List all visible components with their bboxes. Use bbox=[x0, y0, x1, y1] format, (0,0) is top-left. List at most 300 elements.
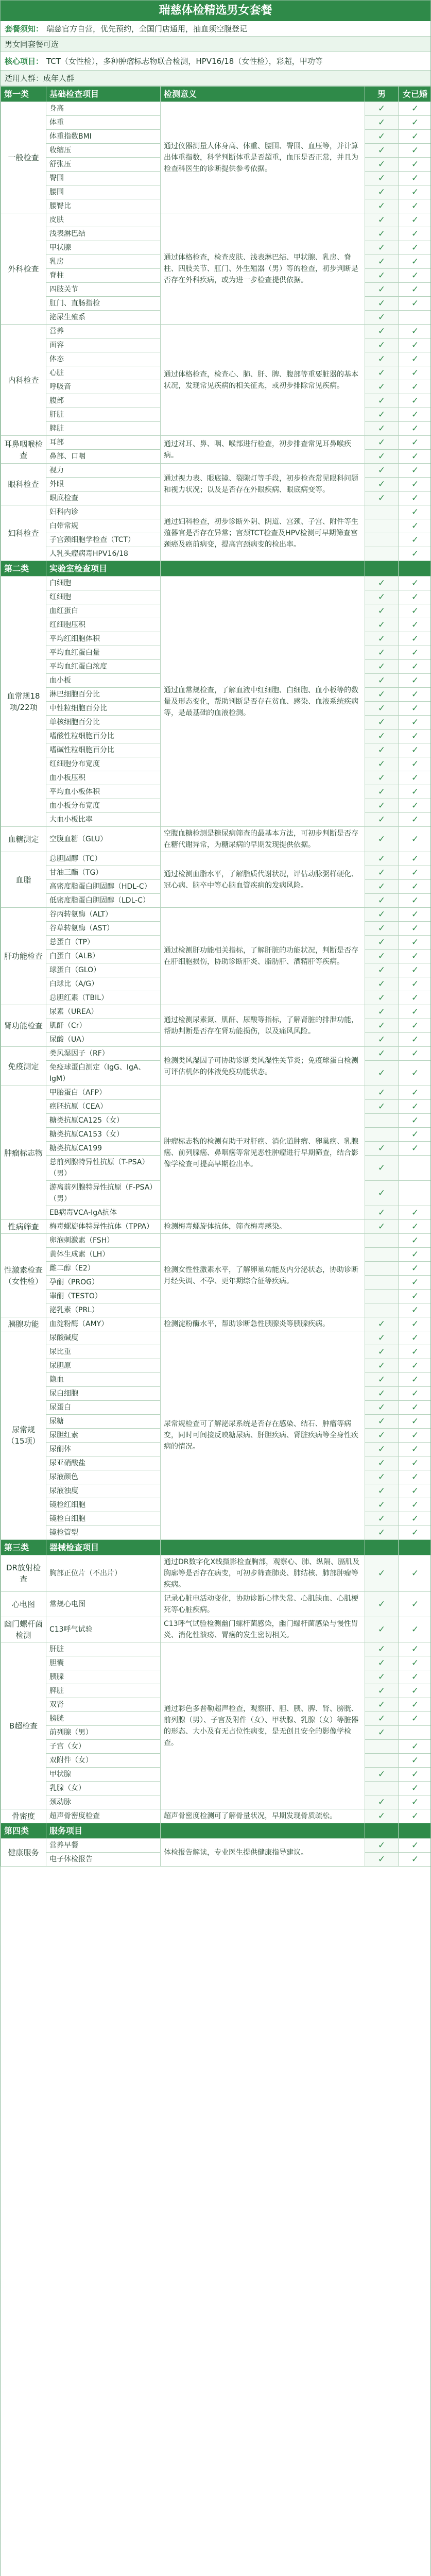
category-cell: 血糖测定 bbox=[1, 827, 46, 852]
section-subtitle: 实验室检查项目 bbox=[46, 561, 161, 577]
item-cell: 尿胆原 bbox=[46, 1359, 161, 1373]
male-check: ✓ bbox=[365, 1512, 399, 1526]
category-cell: 性病筛查 bbox=[1, 1220, 46, 1234]
female-check: ✓ bbox=[399, 1373, 431, 1387]
item-cell: 肌酐（Cr） bbox=[46, 1019, 161, 1033]
male-check: ✓ bbox=[365, 311, 399, 325]
female-check: ✓ bbox=[399, 702, 431, 716]
male-check: ✓ bbox=[365, 1086, 399, 1100]
male-check: ✓ bbox=[365, 380, 399, 394]
male-check: ✓ bbox=[365, 866, 399, 880]
male-check: ✓ bbox=[365, 1684, 399, 1698]
female-check: ✓ bbox=[399, 1415, 431, 1429]
item-cell: 总胆固醇（TC） bbox=[46, 852, 161, 866]
male-check: ✓ bbox=[365, 646, 399, 660]
male-check bbox=[365, 1128, 399, 1142]
category-cell: B超检查 bbox=[1, 1642, 46, 1809]
item-cell: 淋巴细胞百分比 bbox=[46, 688, 161, 702]
item-cell: 镜检白细胞 bbox=[46, 1512, 161, 1526]
male-check: ✓ bbox=[365, 116, 399, 130]
item-cell: 白蛋白（ALB） bbox=[46, 950, 161, 963]
item-cell: 甘油三酯（TG） bbox=[46, 866, 161, 880]
male-check bbox=[365, 1234, 399, 1248]
female-check: ✓ bbox=[399, 1555, 431, 1592]
table-row bbox=[1, 1642, 431, 1656]
male-check: ✓ bbox=[365, 158, 399, 172]
male-check: ✓ bbox=[365, 1484, 399, 1498]
male-check: ✓ bbox=[365, 394, 399, 408]
item-cell: 总前列腺特异性抗原（T-PSA）（男） bbox=[46, 1156, 161, 1181]
female-check: ✓ bbox=[399, 1443, 431, 1456]
female-check: ✓ bbox=[399, 757, 431, 771]
male-check: ✓ bbox=[365, 1206, 399, 1220]
male-check: ✓ bbox=[365, 1220, 399, 1234]
male-check: ✓ bbox=[365, 1359, 399, 1373]
item-cell: 尿液颜色 bbox=[46, 1470, 161, 1484]
item-cell: 甲胎蛋白（AFP） bbox=[46, 1086, 161, 1100]
male-check: ✓ bbox=[365, 283, 399, 297]
female-check: ✓ bbox=[399, 1262, 431, 1276]
item-cell: 尿亚硝酸盐 bbox=[46, 1456, 161, 1470]
item-cell: 腹部 bbox=[46, 394, 161, 408]
category-cell: 心电图 bbox=[1, 1592, 46, 1617]
female-check: ✓ bbox=[399, 1248, 431, 1262]
female-check: ✓ bbox=[399, 1303, 431, 1317]
female-check: ✓ bbox=[399, 1345, 431, 1359]
item-cell: 中性粒细胞百分比 bbox=[46, 702, 161, 716]
male-check: ✓ bbox=[365, 1670, 399, 1684]
female-check: ✓ bbox=[399, 1617, 431, 1642]
female-check: ✓ bbox=[399, 771, 431, 785]
female-check: ✓ bbox=[399, 1526, 431, 1540]
male-check: ✓ bbox=[365, 1429, 399, 1443]
meaning-cell: 通过检测尿素氮、肌酐、尿酸等指标，了解肾脏的排泄功能，帮助判断是否存在肾功能损伤，以及痛风风险。 bbox=[161, 1005, 365, 1047]
section-title: 第四类 bbox=[1, 1823, 46, 1839]
item-cell: 卵泡刺激素（FSH） bbox=[46, 1234, 161, 1248]
female-check: ✓ bbox=[399, 1712, 431, 1726]
item-cell: 尿胆红素 bbox=[46, 1429, 161, 1443]
male-check: ✓ bbox=[365, 604, 399, 618]
category-cell: 外科检查 bbox=[1, 213, 46, 325]
section-subtitle: 器械检查项目 bbox=[46, 1540, 161, 1555]
item-cell: 血小板压积 bbox=[46, 771, 161, 785]
female-check: ✓ bbox=[399, 1429, 431, 1443]
category-cell: 眼科检查 bbox=[1, 464, 46, 505]
item-cell: 体重指数BMI bbox=[46, 130, 161, 144]
male-check: ✓ bbox=[365, 1642, 399, 1656]
female-check: ✓ bbox=[399, 380, 431, 394]
female-check: ✓ bbox=[399, 950, 431, 963]
male-check: ✓ bbox=[365, 478, 399, 492]
item-cell: 癌胚抗原（CEA） bbox=[46, 1100, 161, 1114]
header-meaning bbox=[161, 1823, 365, 1839]
header-meaning: 检测意义 bbox=[161, 87, 365, 102]
item-cell: 肝脏 bbox=[46, 1642, 161, 1656]
female-check: ✓ bbox=[399, 283, 431, 297]
female-check: ✓ bbox=[399, 394, 431, 408]
female-check: ✓ bbox=[399, 1359, 431, 1373]
male-check: ✓ bbox=[365, 227, 399, 241]
info-text: 适用人群：成年人群 bbox=[5, 74, 75, 83]
item-cell: 睾酮（TESTO） bbox=[46, 1290, 161, 1303]
item-cell: 嗜碱性粒细胞百分比 bbox=[46, 743, 161, 757]
item-cell: 子宫颈细胞学检查（TCT） bbox=[46, 533, 161, 547]
female-check: ✓ bbox=[399, 1839, 431, 1853]
male-check: ✓ bbox=[365, 660, 399, 674]
item-cell: 乳腺（女） bbox=[46, 1782, 161, 1795]
meaning-cell: 检测女性性激素水平，了解卵巢功能及内分泌状态，协助诊断月经失调、不孕、更年期综合征等疾病。 bbox=[161, 1234, 365, 1317]
section-title: 第一类 bbox=[1, 87, 46, 102]
item-cell: 膀胱 bbox=[46, 1712, 161, 1726]
item-cell: 乳房 bbox=[46, 255, 161, 269]
header-meaning bbox=[161, 561, 365, 577]
male-check bbox=[365, 1290, 399, 1303]
info-label: 核心项目： bbox=[5, 57, 44, 66]
header-male bbox=[365, 1540, 399, 1555]
male-check: ✓ bbox=[365, 464, 399, 478]
item-cell: 子宫（女） bbox=[46, 1740, 161, 1754]
male-check: ✓ bbox=[365, 757, 399, 771]
meaning-cell: 通过体格检查，检查皮肤、浅表淋巴结、甲状腺、乳房、脊柱、四肢关节、肛门、外生殖器（男）等的检查，初步判断是否存在外科疾病，或为进一步检查提供依据。 bbox=[161, 213, 365, 325]
table-row bbox=[1, 505, 431, 519]
item-cell: 超声骨密度检查 bbox=[46, 1809, 161, 1823]
female-check: ✓ bbox=[399, 255, 431, 269]
female-check: ✓ bbox=[399, 338, 431, 352]
item-cell: 营养 bbox=[46, 325, 161, 338]
female-check: ✓ bbox=[399, 1740, 431, 1754]
male-check: ✓ bbox=[365, 199, 399, 213]
female-check: ✓ bbox=[399, 785, 431, 799]
female-check: ✓ bbox=[399, 1033, 431, 1047]
meaning-cell: 超声骨密度检测可了解骨量状况，早期发现骨质疏松。 bbox=[161, 1809, 365, 1823]
male-check: ✓ bbox=[365, 963, 399, 977]
meaning-cell: 检测梅毒螺旋体抗体，筛查梅毒感染。 bbox=[161, 1220, 365, 1234]
female-check: ✓ bbox=[399, 1782, 431, 1795]
item-cell: 血红蛋白 bbox=[46, 604, 161, 618]
item-cell: 平均血红蛋白浓度 bbox=[46, 660, 161, 674]
table-row bbox=[1, 1839, 431, 1853]
female-check: ✓ bbox=[399, 1206, 431, 1220]
male-check bbox=[365, 519, 399, 533]
female-check: ✓ bbox=[399, 730, 431, 743]
female-check: ✓ bbox=[399, 827, 431, 852]
female-check: ✓ bbox=[399, 743, 431, 757]
male-check: ✓ bbox=[365, 771, 399, 785]
header-female bbox=[399, 1823, 431, 1839]
item-cell: 尿酮体 bbox=[46, 1443, 161, 1456]
male-check: ✓ bbox=[365, 977, 399, 991]
female-check bbox=[399, 1726, 431, 1740]
item-cell: 臀围 bbox=[46, 172, 161, 185]
male-check: ✓ bbox=[365, 1047, 399, 1061]
female-check: ✓ bbox=[399, 172, 431, 185]
male-check: ✓ bbox=[365, 1181, 399, 1206]
item-cell: 视力 bbox=[46, 464, 161, 478]
category-cell: DR放射检查 bbox=[1, 1555, 46, 1592]
female-check: ✓ bbox=[399, 1019, 431, 1033]
female-check: ✓ bbox=[399, 464, 431, 478]
male-check: ✓ bbox=[365, 852, 399, 866]
meaning-cell: 通过检测血脂水平，了解脂质代谢状况，评估动脉粥样硬化、冠心病、脑卒中等心脑血管疾病的发病风险。 bbox=[161, 852, 365, 908]
meaning-cell: 肿瘤标志物的检测有助于对肝癌、消化道肿瘤、卵巢癌、乳腺癌、前列腺癌、鼻咽癌等常见恶性肿瘤进行早期筛查，结合影像学检查可提高早期检出率。 bbox=[161, 1086, 365, 1220]
female-check: ✓ bbox=[399, 1470, 431, 1484]
meaning-cell: 检测淀粉酶水平，帮助诊断急性胰腺炎等胰腺疾病。 bbox=[161, 1317, 365, 1331]
item-cell: 收缩压 bbox=[46, 144, 161, 158]
female-check: ✓ bbox=[399, 1456, 431, 1470]
female-check: ✓ bbox=[399, 519, 431, 533]
male-check: ✓ bbox=[365, 1142, 399, 1156]
female-check: ✓ bbox=[399, 894, 431, 908]
meaning-cell: 通过妇科检查，初步诊断外阴、阴道、宫颈、子宫、附件等生殖器官是否存在异常；宫颈TCT检查及HPV检测可早期筛查宫颈癌及癌前病变，提高宫颈病变的检出率。 bbox=[161, 505, 365, 561]
item-cell: 大血小板比率 bbox=[46, 813, 161, 827]
female-check: ✓ bbox=[399, 660, 431, 674]
item-cell: 鼻部、口咽 bbox=[46, 450, 161, 464]
female-check: ✓ bbox=[399, 866, 431, 880]
item-cell: 黄体生成素（LH） bbox=[46, 1248, 161, 1262]
meaning-cell: 通过检测肝功能相关指标，了解肝脏的功能状况，判断是否存在肝细胞损伤，协助诊断肝炎、脂肪肝、酒精肝等疾病。 bbox=[161, 908, 365, 1005]
female-check: ✓ bbox=[399, 618, 431, 632]
female-check: ✓ bbox=[399, 422, 431, 436]
item-cell: 红细胞压积 bbox=[46, 618, 161, 632]
table-row bbox=[1, 325, 431, 338]
female-check: ✓ bbox=[399, 1853, 431, 1867]
female-check: ✓ bbox=[399, 590, 431, 604]
item-cell: 谷草转氨酶（AST） bbox=[46, 922, 161, 936]
male-check: ✓ bbox=[365, 1401, 399, 1415]
female-check bbox=[399, 1156, 431, 1181]
male-check: ✓ bbox=[365, 1470, 399, 1484]
female-check: ✓ bbox=[399, 1670, 431, 1684]
item-cell: 肛门、直肠指检 bbox=[46, 297, 161, 311]
female-check: ✓ bbox=[399, 852, 431, 866]
female-check: ✓ bbox=[399, 963, 431, 977]
female-check: ✓ bbox=[399, 185, 431, 199]
item-cell: 糖类抗原CA125（女） bbox=[46, 1114, 161, 1128]
female-check: ✓ bbox=[399, 505, 431, 519]
item-cell: 镜检管型 bbox=[46, 1526, 161, 1540]
meaning-cell: 空腹血糖检测是糖尿病筛查的最基本方法，可初步判断是否存在糖代谢异常，为糖尿病的早期发现提供依据。 bbox=[161, 827, 365, 852]
item-cell: 甲状腺 bbox=[46, 1768, 161, 1782]
category-cell: 性激素检查（女性检） bbox=[1, 1234, 46, 1317]
header-female: 女已婚 bbox=[399, 87, 431, 102]
female-check: ✓ bbox=[399, 325, 431, 338]
category-cell: 免疫测定 bbox=[1, 1047, 46, 1086]
female-check: ✓ bbox=[399, 1276, 431, 1290]
meaning-cell: 通过彩色多普勒超声检查，观察肝、胆、胰、脾、肾、膀胱、前列腺（男）、子宫及附件（女）、甲状腺、乳腺（女）等脏器的形态、大小及有无占位性病变，是无创且安全的影像学检查。 bbox=[161, 1642, 365, 1809]
female-check: ✓ bbox=[399, 227, 431, 241]
section-title: 第三类 bbox=[1, 1540, 46, 1555]
female-check: ✓ bbox=[399, 533, 431, 547]
male-check bbox=[365, 1262, 399, 1276]
male-check: ✓ bbox=[365, 1156, 399, 1181]
item-cell: 心脏 bbox=[46, 366, 161, 380]
female-check: ✓ bbox=[399, 1100, 431, 1114]
female-check: ✓ bbox=[399, 352, 431, 366]
item-cell: 营养早餐 bbox=[46, 1839, 161, 1853]
item-cell: 总蛋白（TP） bbox=[46, 936, 161, 950]
table-row bbox=[1, 1317, 431, 1331]
male-check: ✓ bbox=[365, 1498, 399, 1512]
female-check: ✓ bbox=[399, 199, 431, 213]
female-check: ✓ bbox=[399, 1387, 431, 1401]
item-cell: 尿酸（UA） bbox=[46, 1033, 161, 1047]
female-check: ✓ bbox=[399, 577, 431, 590]
male-check: ✓ bbox=[365, 172, 399, 185]
male-check: ✓ bbox=[365, 1387, 399, 1401]
item-cell: 舒张压 bbox=[46, 158, 161, 172]
male-check: ✓ bbox=[365, 632, 399, 646]
header-female bbox=[399, 1540, 431, 1555]
female-check: ✓ bbox=[399, 688, 431, 702]
male-check: ✓ bbox=[365, 297, 399, 311]
male-check: ✓ bbox=[365, 366, 399, 380]
male-check: ✓ bbox=[365, 408, 399, 422]
male-check: ✓ bbox=[365, 743, 399, 757]
female-check: ✓ bbox=[399, 547, 431, 561]
male-check: ✓ bbox=[365, 1698, 399, 1712]
item-cell: 白细胞 bbox=[46, 577, 161, 590]
table-row bbox=[1, 1555, 431, 1592]
table-row bbox=[1, 1809, 431, 1823]
category-cell: 肝功能检查 bbox=[1, 908, 46, 1005]
male-check bbox=[365, 533, 399, 547]
item-cell: 脊柱 bbox=[46, 269, 161, 283]
male-check: ✓ bbox=[365, 1712, 399, 1726]
male-check: ✓ bbox=[365, 894, 399, 908]
section-title: 第二类 bbox=[1, 561, 46, 577]
item-cell: 胰腺 bbox=[46, 1670, 161, 1684]
male-check: ✓ bbox=[365, 352, 399, 366]
package-table bbox=[1, 86, 431, 1867]
female-check: ✓ bbox=[399, 1142, 431, 1156]
male-check: ✓ bbox=[365, 144, 399, 158]
table-row bbox=[1, 1005, 431, 1019]
male-check bbox=[365, 1754, 399, 1768]
female-check: ✓ bbox=[399, 1498, 431, 1512]
male-check: ✓ bbox=[365, 1331, 399, 1345]
male-check: ✓ bbox=[365, 102, 399, 116]
item-cell: 空腹血糖（GLU） bbox=[46, 827, 161, 852]
male-check: ✓ bbox=[365, 1100, 399, 1114]
item-cell: 胸部正位片（不出片） bbox=[46, 1555, 161, 1592]
male-check: ✓ bbox=[365, 1373, 399, 1387]
item-cell: 泌尿生殖系 bbox=[46, 311, 161, 325]
item-cell: 单核细胞百分比 bbox=[46, 716, 161, 730]
male-check: ✓ bbox=[365, 950, 399, 963]
male-check: ✓ bbox=[365, 325, 399, 338]
male-check: ✓ bbox=[365, 590, 399, 604]
item-cell: 尿酸碱度 bbox=[46, 1331, 161, 1345]
male-check: ✓ bbox=[365, 255, 399, 269]
female-check: ✓ bbox=[399, 144, 431, 158]
item-cell: 浅表淋巴结 bbox=[46, 227, 161, 241]
male-check: ✓ bbox=[365, 1345, 399, 1359]
male-check: ✓ bbox=[365, 618, 399, 632]
female-check: ✓ bbox=[399, 1656, 431, 1670]
female-check: ✓ bbox=[399, 408, 431, 422]
category-cell: 肿瘤标志物 bbox=[1, 1086, 46, 1220]
female-check: ✓ bbox=[399, 1754, 431, 1768]
table-row bbox=[1, 436, 431, 450]
male-check: ✓ bbox=[365, 1617, 399, 1642]
table-row bbox=[1, 1617, 431, 1642]
info-label: 套餐须知： bbox=[5, 24, 44, 33]
item-cell: 尿白细胞 bbox=[46, 1387, 161, 1401]
male-check: ✓ bbox=[365, 1809, 399, 1823]
male-check: ✓ bbox=[365, 1317, 399, 1331]
male-check bbox=[365, 1248, 399, 1262]
female-check: ✓ bbox=[399, 366, 431, 380]
female-check: ✓ bbox=[399, 158, 431, 172]
item-cell: 糖类抗原CA199 bbox=[46, 1142, 161, 1156]
female-check: ✓ bbox=[399, 241, 431, 255]
male-check: ✓ bbox=[365, 1839, 399, 1853]
female-check: ✓ bbox=[399, 991, 431, 1005]
male-check: ✓ bbox=[365, 730, 399, 743]
item-cell: C13呼气试验 bbox=[46, 1617, 161, 1642]
item-cell: 平均红细胞体积 bbox=[46, 632, 161, 646]
male-check: ✓ bbox=[365, 1019, 399, 1033]
female-check: ✓ bbox=[399, 1698, 431, 1712]
item-cell: 腰臀比 bbox=[46, 199, 161, 213]
table-row bbox=[1, 1047, 431, 1061]
female-check: ✓ bbox=[399, 908, 431, 922]
male-check: ✓ bbox=[365, 422, 399, 436]
item-cell: 红细胞 bbox=[46, 590, 161, 604]
meaning-cell: C13呼气试验检测幽门螺杆菌感染，幽门螺杆菌感染与慢性胃炎、消化性溃疡、胃癌的发生密切相关。 bbox=[161, 1617, 365, 1642]
meaning-cell: 尿常规检查可了解泌尿系统是否存在感染、结石、肿瘤等病变，同时可间接反映糖尿病、肝胆疾病、肾脏疾病等全身性疾病的情况。 bbox=[161, 1331, 365, 1540]
header-male bbox=[365, 1823, 399, 1839]
male-check: ✓ bbox=[365, 1526, 399, 1540]
item-cell: 糖类抗原CA153（女） bbox=[46, 1128, 161, 1142]
section-header bbox=[1, 87, 431, 102]
item-cell: 脾脏 bbox=[46, 422, 161, 436]
female-check: ✓ bbox=[399, 1642, 431, 1656]
male-check: ✓ bbox=[365, 450, 399, 464]
female-check: ✓ bbox=[399, 1317, 431, 1331]
item-cell: 类风湿因子（RF） bbox=[46, 1047, 161, 1061]
male-check: ✓ bbox=[365, 1456, 399, 1470]
item-cell: 平均血小板体积 bbox=[46, 785, 161, 799]
female-check: ✓ bbox=[399, 880, 431, 894]
item-cell: 双肾 bbox=[46, 1698, 161, 1712]
male-check: ✓ bbox=[365, 1768, 399, 1782]
female-check: ✓ bbox=[399, 436, 431, 450]
package-info bbox=[1, 21, 430, 86]
meaning-cell: 检测类风湿因子可协助诊断类风湿性关节炎；免疫球蛋白检测可评估机体的体液免疫功能状态。 bbox=[161, 1047, 365, 1086]
female-check: ✓ bbox=[399, 632, 431, 646]
item-cell: 面容 bbox=[46, 338, 161, 352]
male-check bbox=[365, 1782, 399, 1795]
item-cell: 尿液浊度 bbox=[46, 1484, 161, 1498]
male-check: ✓ bbox=[365, 922, 399, 936]
male-check: ✓ bbox=[365, 1853, 399, 1867]
item-cell: 眼底检查 bbox=[46, 492, 161, 505]
female-check: ✓ bbox=[399, 1795, 431, 1809]
header-male: 男 bbox=[365, 87, 399, 102]
male-check: ✓ bbox=[365, 1726, 399, 1740]
table-row bbox=[1, 464, 431, 478]
item-cell: 低密度脂蛋白胆固醇（LDL-C） bbox=[46, 894, 161, 908]
male-check: ✓ bbox=[365, 185, 399, 199]
header-male bbox=[365, 561, 399, 577]
female-check: ✓ bbox=[399, 1401, 431, 1415]
female-check: ✓ bbox=[399, 977, 431, 991]
info-text: 男女同套餐可选 bbox=[5, 40, 59, 49]
item-cell: 谷丙转氨酶（ALT） bbox=[46, 908, 161, 922]
female-check: ✓ bbox=[399, 1005, 431, 1019]
item-cell: 红细胞分布宽度 bbox=[46, 757, 161, 771]
